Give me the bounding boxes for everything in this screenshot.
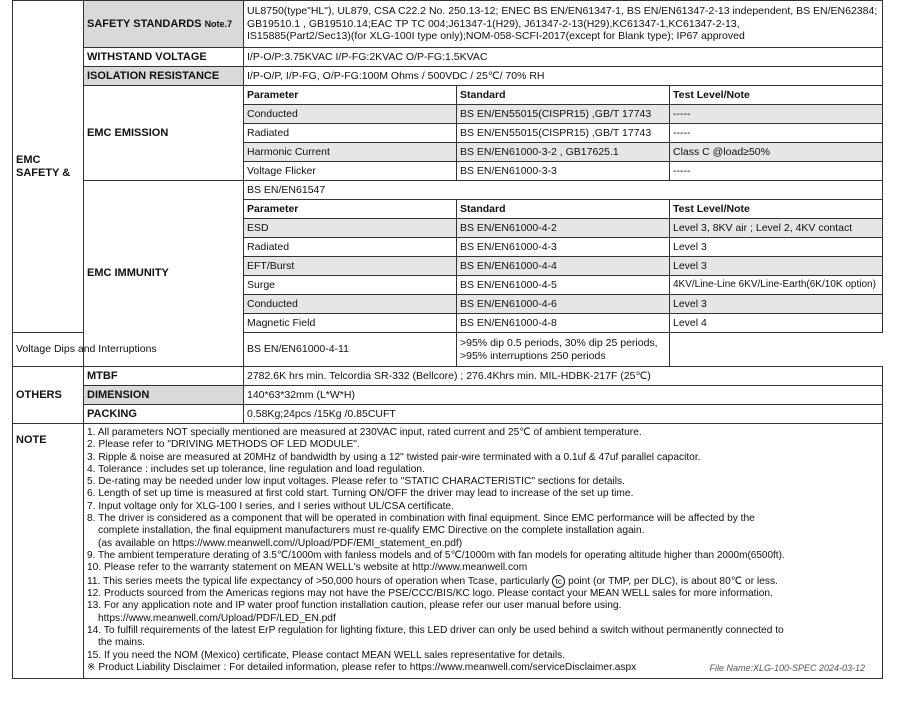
dips-level-line: >95% interruptions 250 periods [460, 349, 606, 362]
emission-standard: BS EN/EN55015(CISPR15) ,GB/T 17743 [457, 105, 670, 124]
immunity-standard-cell: BS EN/EN61000-4-11 [244, 333, 457, 367]
note-item: 4. Tolerance : includes set up tolerance, line regulation and load regulation. [87, 463, 425, 475]
note-item: 13. For any application note and IP water proof function installation caution, please refer our user manual before using. [87, 600, 622, 612]
immunity-parameter: Conducted [244, 295, 457, 314]
safety-line: UL8750(type"HL"), UL879, CSA C22.2 No. 250.13-12; ENEC BS EN/EN61347-1, BS EN/EN61347-2-13 independent, BS EN/EN62384; [247, 5, 878, 18]
note-item: 15. If you need the NOM (Mexico) certificate, Please contact MEAN WELL sales representative for details. [87, 649, 566, 661]
immunity-standard: BS EN/EN61547 [244, 181, 883, 200]
section-label-safety: SAFETY & [16, 166, 71, 179]
immunity-parameter: Voltage Dips and Interruptions [13, 333, 84, 367]
dimension-label: DIMENSION [84, 386, 244, 405]
emission-standard: BS EN/EN61000-3-3 [457, 162, 670, 181]
disclaimer-text: ※ Product Liability Disclaimer : For detailed information, please refer to https://www.meanwell.com/serviceDisclaimer.aspx [87, 661, 637, 673]
note-item: 9. The ambient temperature derating of 3.5℃/1000m with fanless models and of 5℃/1000m with fan models for operating altitude higher than 2000m(6500ft). [87, 549, 785, 561]
note-11-text-end: point (or TMP, per DLC), is about 80℃ or less. [568, 575, 778, 587]
dips-level-line: >95% dip 0.5 periods, 30% dip 25 periods, [460, 337, 658, 349]
immunity-header-parameter: Parameter [244, 200, 457, 219]
note-item: 5. De-rating may be needed under low input voltages. Please refer to "STATIC CHARACTERISTIC" sections for details. [87, 476, 625, 488]
note-11-text-start: 11. This series meets the typical life expectancy of >50,000 hours of operation when Tcase, particularly [87, 575, 550, 587]
emc-immunity-label: EMC IMMUNITY [84, 181, 244, 367]
isolation-resistance-value: I/P-O/P, I/P-FG, O/P-FG:100M Ohms / 500VDC / 25℃/ 70% RH [244, 67, 883, 86]
emission-parameter: Voltage Flicker [244, 162, 457, 181]
note-item: https://www.meanwell.com/Upload/PDF/LED_EN.pdf [98, 612, 336, 624]
note-item: 7. Input voltage only for XLG-100 I series, and I series without UL/CSA certificate. [87, 500, 454, 512]
immunity-parameter: Magnetic Field [244, 314, 457, 333]
immunity-level: Level 3, 8KV air ; Level 2, 4KV contact [670, 219, 883, 238]
immunity-header-standard: Standard [457, 200, 670, 219]
emission-parameter: Radiated [244, 124, 457, 143]
notes-content [84, 424, 883, 679]
immunity-header-level: Test Level/Note [670, 200, 883, 219]
note-item: 1. All parameters NOT specially mentioned are measured at 230VAC input, rated current and 25℃ of ambient temperature. [87, 427, 642, 438]
note-item: the mains. [98, 637, 145, 649]
emission-standard: BS EN/EN61000-3-2 , GB17625.1 [457, 143, 670, 162]
safety-line: GB19510.1 , GB19510.14;EAC TP TC 004;J61347-1(H29), J61347-2-13(H29),KC61347-1,KC61347-2-13, [247, 17, 740, 30]
immunity-level: Level 4 [670, 314, 883, 333]
note-item: 8. The driver is considered as a component that will be operated in combination with final equipment. Since EMC performance will be affected by the [87, 513, 755, 525]
immunity-standard-cell: BS EN/EN61000-4-2 [457, 219, 670, 238]
immunity-standard-cell: BS EN/EN61000-4-5 [457, 276, 670, 295]
emission-standard: BS EN/EN55015(CISPR15) ,GB/T 17743 [457, 124, 670, 143]
note-item: 10. Please refer to the warranty statement on MEAN WELL's website at http://www.meanwell.com [87, 562, 528, 574]
dimension-value: 140*63*32mm (L*W*H) [244, 386, 883, 405]
immunity-standard-cell: BS EN/EN61000-4-8 [457, 314, 670, 333]
disclaimer-line [87, 662, 879, 674]
packing-value: 0.58Kg;24pcs /15Kg /0.85CUFT [244, 405, 883, 424]
immunity-level: Level 3 [670, 295, 883, 314]
note-item: 14. To fulfill requirements of the latest ErP regulation for lighting fixture, this LED driver can only be used behind a switch without permanently connected to [87, 624, 784, 636]
note-item [87, 575, 879, 588]
mtbf-value: 2782.6K hrs min. Telcordia SR-332 (Bellcore) ; 276.4Khrs min. MIL-HDBK-217F (25℃) [244, 367, 883, 386]
packing-label: PACKING [84, 405, 244, 424]
emission-level: ----- [670, 124, 883, 143]
emission-header-standard: Standard [457, 86, 670, 105]
spec-sheet [12, 0, 882, 679]
immunity-parameter: EFT/Burst [244, 257, 457, 276]
emission-level: ----- [670, 105, 883, 124]
note-item: 12. Products sourced from the Americas regions may not have the PSE/CCC/BIS/KC logo. Please contact your MEAN WELL sales for more information. [87, 588, 773, 600]
note-item: complete installation, the final equipment manufacturers must re-qualify EMC Directive on the complete installation again. [98, 525, 645, 537]
spec-table [12, 0, 883, 679]
emission-header-level: Test Level/Note [670, 86, 883, 105]
others-section-label: OTHERS [13, 367, 84, 424]
immunity-level: 4KV/Line-Line 6KV/Line-Earth(6K/10K option) [670, 276, 883, 295]
section-label-emc: EMC [16, 154, 41, 166]
immunity-parameter: Radiated [244, 238, 457, 257]
isolation-resistance-label: ISOLATION RESISTANCE [84, 67, 244, 86]
safety-standards-title: SAFETY STANDARDS [87, 17, 202, 30]
immunity-parameter: ESD [244, 219, 457, 238]
emission-level: Class C @load≥50% [670, 143, 883, 162]
withstand-voltage-label: WITHSTAND VOLTAGE [84, 48, 244, 67]
emc-safety-section-label [13, 1, 84, 333]
note-item: 6. Length of set up time is measured at first cold start. Turning ON/OFF the driver may lead to increase of the set up time. [87, 488, 634, 500]
safety-standards-label [84, 1, 244, 48]
immunity-standard-cell: BS EN/EN61000-4-3 [457, 238, 670, 257]
file-name-footer: File Name:XLG-100-SPEC 2024-03-12 [709, 662, 866, 673]
withstand-voltage-value: I/P-O/P:3.75KVAC I/P-FG:2KVAC O/P-FG:1.5KVAC [244, 48, 883, 67]
emission-level: ----- [670, 162, 883, 181]
emission-header-parameter: Parameter [244, 86, 457, 105]
immunity-standard-cell: BS EN/EN61000-4-6 [457, 295, 670, 314]
safety-note-ref: Note.7 [204, 18, 233, 29]
mtbf-label: MTBF [84, 367, 244, 386]
emission-parameter: Harmonic Current [244, 143, 457, 162]
note-item: 2. Please refer to "DRIVING METHODS OF LED MODULE". [87, 439, 360, 451]
immunity-parameter: Surge [244, 276, 457, 295]
tc-point-icon: tc [552, 575, 565, 588]
note-section-label: NOTE [13, 424, 84, 679]
immunity-standard-cell: BS EN/EN61000-4-4 [457, 257, 670, 276]
immunity-level: Level 3 [670, 257, 883, 276]
note-item: (as available on https://www.meanwell.com//Upload/PDF/EMI_statement_en.pdf) [98, 537, 463, 549]
emc-emission-label: EMC EMISSION [84, 86, 244, 181]
note-item: 3. Ripple & noise are measured at 20MHz of bandwidth by using a 12" twisted pair-wire terminated with a 0.1uf & 47uf parallel capacitor. [87, 451, 701, 463]
immunity-level [457, 333, 670, 367]
safety-line: IS15885(Part2/Sec13)(for XLG-100I type only);NOM-058-SCFI-2017(except for Blank type); IP67 approved [247, 30, 745, 43]
immunity-level: Level 3 [670, 238, 883, 257]
emission-parameter: Conducted [244, 105, 457, 124]
safety-standards-value [244, 1, 883, 48]
